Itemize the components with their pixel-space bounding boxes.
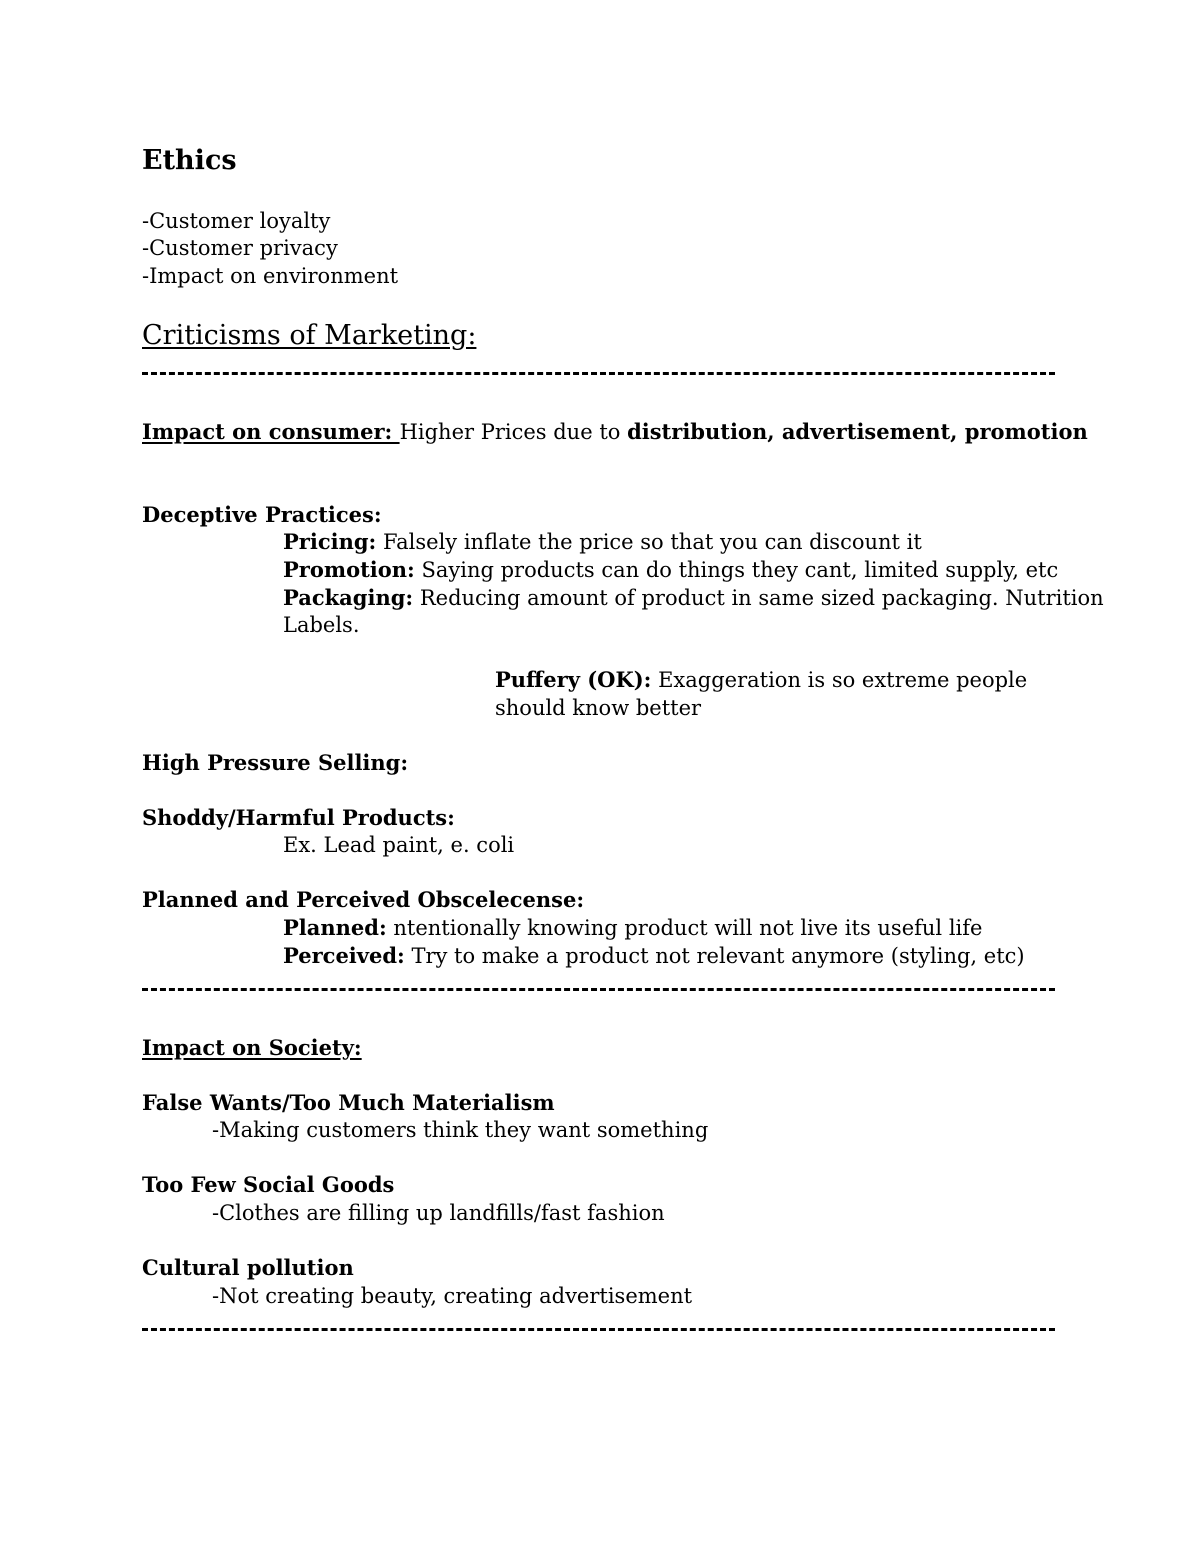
deceptive-heading: Deceptive Practices: [142, 502, 382, 527]
perceived-label: Perceived: [283, 943, 405, 968]
packaging-label: Packaging: [283, 585, 414, 610]
perceived-line [283, 943, 1025, 969]
planned-line [283, 915, 982, 941]
dashed-divider [142, 988, 1055, 991]
pricing-label: Pricing: [283, 529, 377, 554]
shoddy-heading: Shoddy/Harmful Products: [142, 805, 455, 830]
pricing-text: Falsely inflate the price so that you can discount it [376, 530, 922, 554]
packaging-line-2: Labels. [283, 613, 360, 637]
obsolescence-heading: Planned and Perceived Obscelecense: [142, 887, 585, 912]
promotion-label: Promotion: [283, 557, 415, 582]
packaging-line [283, 585, 1104, 611]
high-pressure-heading: High Pressure Selling: [142, 750, 409, 775]
cultural-text: -Not creating beauty, creating advertisement [212, 1284, 693, 1308]
consumer-impact-text: Higher Prices due to [399, 420, 628, 444]
false-wants-text: -Making customers think they want something [212, 1118, 709, 1142]
cultural-heading: Cultural pollution [142, 1255, 354, 1280]
puffery-label: Puffery (OK): [495, 667, 652, 692]
planned-text: ntentionally knowing product will not live its useful life [386, 916, 983, 940]
ethics-item: -Impact on environment [142, 264, 399, 288]
false-wants-heading: False Wants/Too Much Materialism [142, 1090, 555, 1115]
pricing-line [283, 529, 922, 555]
promotion-text: Saying products can do things they cant, limited supply, etc [414, 558, 1059, 582]
puffery-text: Exaggeration is so extreme people [651, 668, 1028, 692]
consumer-impact-label: Impact on consumer: [142, 419, 400, 444]
dashed-divider [142, 372, 1055, 375]
dashed-divider [142, 1328, 1055, 1331]
social-goods-heading: Too Few Social Goods [142, 1172, 395, 1197]
criticisms-heading: Criticisms of Marketing: [142, 320, 477, 351]
social-goods-text: -Clothes are filling up landfills/fast fashion [212, 1201, 665, 1225]
puffery-line-2: should know better [495, 696, 702, 720]
page-title: Ethics [142, 145, 237, 176]
consumer-impact-bold: distribution, advertisement, promotion [627, 419, 1088, 444]
packaging-text: Reducing amount of product in same sized packaging. Nutrition [413, 586, 1104, 610]
ethics-item: -Customer privacy [142, 236, 338, 260]
puffery-line [495, 667, 1027, 693]
ethics-item: -Customer loyalty [142, 209, 331, 233]
planned-label: Planned: [283, 915, 387, 940]
consumer-impact-line [142, 419, 1088, 445]
shoddy-example: Ex. Lead paint, e. coli [283, 833, 515, 857]
perceived-text: Try to make a product not relevant anymore (styling, etc) [404, 944, 1025, 968]
promotion-line [283, 557, 1058, 583]
society-heading: Impact on Society: [142, 1035, 362, 1060]
